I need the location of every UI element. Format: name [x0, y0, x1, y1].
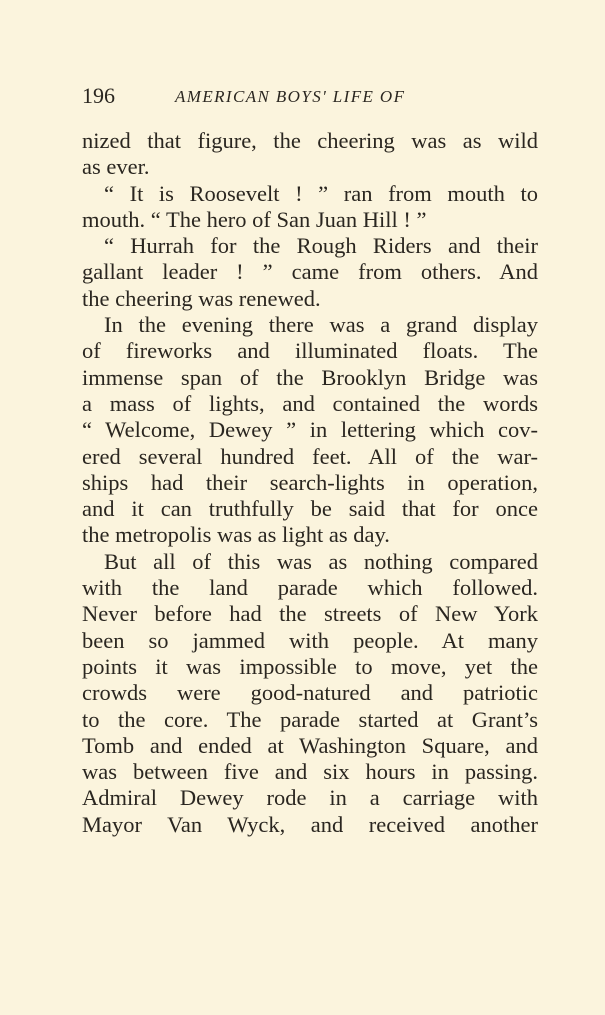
- text-line: In the evening there was a grand display: [104, 312, 538, 338]
- text-line: crowds were good-natured and patriotic: [82, 680, 538, 706]
- text-line: with the land parade which followed.: [82, 575, 538, 601]
- text-line: “ It is Roosevelt ! ” ran from mouth to: [104, 180, 538, 206]
- text-line: “ Hurrah for the Rough Riders and their: [104, 233, 538, 259]
- text-line: as ever.: [82, 154, 150, 180]
- page-number: 196: [82, 83, 115, 108]
- text-line: “ Welcome, Dewey ” in lettering which cov-: [82, 417, 538, 443]
- text-line: ered several hundred feet. All of the war-: [82, 443, 538, 469]
- text-line: Mayor Van Wyck, and received another: [82, 811, 538, 837]
- body-text: [82, 128, 538, 838]
- running-title: AMERICAN BOYS' LIFE OF: [175, 87, 406, 106]
- text-line: But all of this was as nothing compared: [104, 548, 538, 574]
- text-line: Never before had the streets of New York: [82, 601, 538, 627]
- running-head: [82, 82, 542, 110]
- text-line: to the core. The parade started at Grant’s: [82, 706, 538, 732]
- text-line: the cheering was renewed.: [82, 285, 321, 311]
- text-line: Admiral Dewey rode in a carriage with: [82, 785, 538, 811]
- text-line: nized that figure, the cheering was as wild: [82, 128, 538, 153]
- text-line: been so jammed with people. At many: [82, 627, 538, 653]
- text-line: points it was impossible to move, yet the: [82, 653, 538, 679]
- text-line: and it can truthfully be said that for once: [82, 496, 538, 522]
- text-line: mouth. “ The hero of San Juan Hill ! ”: [82, 206, 427, 232]
- text-line: was between five and six hours in passing.: [82, 759, 538, 785]
- text-line: gallant leader ! ” came from others. And: [82, 259, 538, 285]
- text-line: ships had their search-lights in operation,: [82, 469, 538, 495]
- text-line: of fireworks and illuminated floats. The: [82, 338, 538, 364]
- text-line: immense span of the Brooklyn Bridge was: [82, 364, 538, 390]
- text-line: a mass of lights, and contained the words: [82, 390, 538, 416]
- text-line: the metropolis was as light as day.: [82, 522, 390, 548]
- text-line: Tomb and ended at Washington Square, and: [82, 732, 538, 758]
